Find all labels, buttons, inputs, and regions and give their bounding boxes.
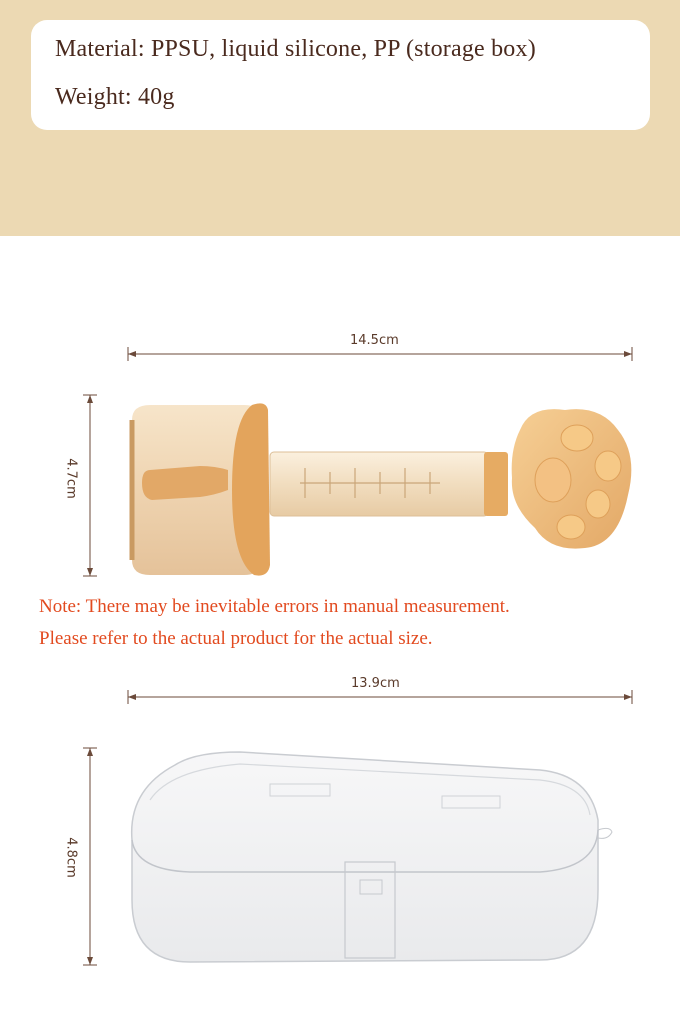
feeder-image xyxy=(132,403,631,575)
weight-spec: Weight: 40g xyxy=(55,84,175,110)
feeder-length-dimension xyxy=(128,347,632,361)
box-length-label: 13.9cm xyxy=(351,676,400,691)
feeder-height-label: 4.7cm xyxy=(63,458,79,499)
box-length-dimension xyxy=(128,690,632,704)
measurement-note-line-1: Note: There may be inevitable errors in manual measurement. xyxy=(39,596,510,617)
feeder-length-label: 14.5cm xyxy=(350,333,399,348)
measurement-note-line-2: Please refer to the actual product for the actual size. xyxy=(39,628,433,649)
material-spec: Material: PPSU, liquid silicone, PP (storage box) xyxy=(55,36,536,62)
feeder-height-dimension xyxy=(83,395,97,576)
box-height-dimension xyxy=(83,748,97,965)
storage-box-image xyxy=(132,752,612,962)
box-height-label: 4.8cm xyxy=(63,837,79,878)
